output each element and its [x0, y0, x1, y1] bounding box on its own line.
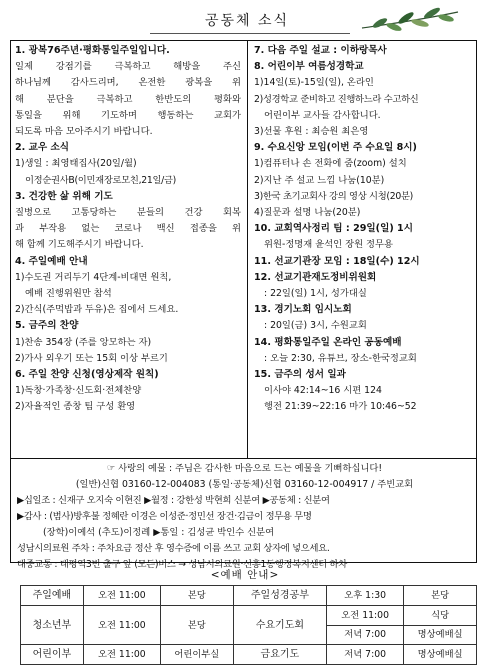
service-table: [20, 585, 477, 665]
news-item-line: 1)생일 : 최영태집사(20일/월): [15, 158, 137, 170]
service-place: 명상예배실: [404, 645, 477, 665]
news-item-line: 2)성경학교 준비하고 진행하느라 수고하신: [254, 93, 419, 105]
service-place: 어린이부실: [160, 645, 233, 665]
leaf-branch-icon: [360, 6, 460, 34]
offering-info: [10, 459, 477, 570]
news-box: [10, 40, 477, 459]
news-item-line: 과 부작용 없는 코로나 백신 접종을 위: [15, 223, 241, 235]
news-item-line: 위원-정명재 윤석인 장원 정무용: [264, 239, 393, 251]
service-place: 식당: [404, 605, 477, 625]
news-item-heading: 6. 주일 찬양 신청(영상제작 원칙): [15, 369, 159, 381]
bank-accounts: (일반)신협 03160-12-004083 (통일·공동체)신협 03160-12-004917 / 주빈교회: [75, 479, 414, 490]
news-item-heading: 4. 주일예배 안내: [15, 255, 88, 267]
news-item-heading: 12. 선교기관재도정비위원회: [254, 271, 377, 283]
service-time: 오전 11:00: [83, 586, 160, 606]
news-item-heading: 3. 건강한 삶 위해 기도: [15, 190, 113, 202]
offering-tithe: ▶십일조 : 신재구 오지숙 이현진 ▶월정 : 강한성 박현희 신분여 ▶공동체 : 신분여: [17, 495, 330, 506]
news-item-heading: 15. 금주의 성서 일과: [254, 369, 346, 381]
news-item-line: 1)찬송 354장 (주를 앙모하는 자): [15, 336, 152, 348]
news-item-heading: 7. 다음 주일 설교 : 이하랑목사: [254, 45, 387, 56]
header: [0, 0, 487, 40]
news-item-line: 해 함께 기도해주시기 바랍니다.: [15, 239, 144, 251]
offering-heading: ☞ 사랑의 예물 : 주님은 감사한 마음으로 드는 예물을 기뻐하십니다!: [106, 463, 383, 474]
news-item-line: 1)독창·가족창·신도회·전체찬양: [15, 385, 142, 397]
news-item-line: 행전 21:39~22:16 마가 10:46~52: [264, 401, 417, 413]
service-time: 오전 11:00: [83, 605, 160, 645]
news-item-line: : 오늘 2:30, 유튜브, 장소-한국정교회: [264, 352, 417, 364]
parking-info: 성남시의료원 주차 : 주차요금 정산 후 영수증에 이름 쓰고 교회 상자에 넣으세요.: [17, 543, 330, 554]
news-item-line: 4)질문과 설명 나눔(20분): [254, 207, 361, 219]
title-underline: [150, 33, 350, 34]
table-row: [21, 605, 477, 625]
news-left-column: [11, 41, 248, 458]
news-right-column: [248, 41, 476, 458]
service-time: 오전 11:00: [83, 645, 160, 665]
service-name: 주일성경공부: [233, 586, 326, 606]
service-name: 금요기도: [233, 645, 326, 665]
news-item-line: 예배 진행위원만 참석: [25, 288, 112, 300]
news-item-line: 1)컴퓨터나 손 전화에 줌(zoom) 설치: [254, 158, 407, 170]
news-item-line: 2)간식(주먹밥과 두유)은 집에서 드세요.: [15, 304, 179, 316]
news-item-heading: 1. 광복76주년·평화통일주일입니다.: [15, 45, 170, 56]
service-time: 오전 11:00: [327, 605, 404, 625]
news-item-heading: 8. 어린이부 여름성경학교: [254, 61, 364, 73]
news-item-line: 통일을 위해 기도하며 행동하는 교회가: [15, 109, 241, 121]
table-row: [21, 586, 477, 606]
service-place: 본당: [404, 586, 477, 606]
news-item-line: 해 분단을 극복하고 한반도의 평화와: [15, 93, 241, 105]
news-item-line: 3)한국 초기교회사 강의 영상 시청(20분): [254, 190, 413, 202]
news-item-line: 2)지난 주 설교 느낌 나눔(10분): [254, 174, 385, 186]
service-time: 저녁 7:00: [327, 645, 404, 665]
news-item-line: 되도록 마음 모아주시기 바랍니다.: [15, 126, 153, 138]
news-item-line: 2)자율적인 종창 팀 구성 환영: [15, 401, 136, 413]
news-item-heading: 5. 금주의 찬양: [15, 320, 79, 332]
news-item-heading: 9. 수요신앙 모임(이번 주 수요일 8시): [254, 142, 417, 154]
service-time: 저녁 7:00: [327, 625, 404, 645]
news-item-line: 1)14일(토)-15일(일), 온라인: [254, 77, 374, 89]
services-title: <예배 안내>: [210, 569, 280, 581]
news-item-line: 하나님께 감사드리며, 온전한 광복을 위: [15, 77, 241, 89]
news-item-heading: 13. 경기노회 임시노회: [254, 304, 352, 316]
news-item-line: : 22일(일) 1시, 성가대실: [264, 288, 367, 300]
news-item-line: : 20일(금) 3시, 수원교회: [264, 320, 367, 332]
news-item-heading: 10. 교회역사정리 팀 : 29일(일) 1시: [254, 223, 414, 235]
news-item-heading: 2. 교우 소식: [15, 142, 70, 154]
news-item-heading: 14. 평화통일주일 온라인 공동예배: [254, 336, 402, 348]
news-item-line: 3)선물 후원 : 최승원 최은영: [254, 126, 369, 138]
news-item-line: 이사야 42:14~16 시편 124: [264, 385, 382, 397]
service-name: 수요기도회: [233, 605, 326, 645]
offering-scholarship: (장학)이예석 (추도)이정례 ▶통일 : 김성균 박인수 신분여: [43, 527, 275, 538]
news-item-line: 1)수도권 거리두기 4단계-비대면 원칙,: [15, 271, 172, 283]
offering-thanks: ▶감사 : (범사)방후불 정혜란 이경은 이성준·정민선 장건·김금이 정무용 무명: [17, 511, 312, 522]
service-name: 어린이부: [21, 645, 84, 665]
service-name: 주일예배: [21, 586, 84, 606]
service-place: 명상예배실: [404, 625, 477, 645]
news-item-heading: 11. 선교기관장 모임 : 18일(수) 12시: [254, 255, 420, 267]
news-item-line: 2)가사 외우기 또는 15회 이상 부르기: [15, 352, 168, 364]
page-title: 공동체 소식: [205, 13, 290, 29]
service-place: 본당: [160, 605, 233, 645]
news-item-line: 이정순권사B(이민재장로모친,21일/금): [25, 174, 176, 186]
service-name: 청소년부: [21, 605, 84, 645]
news-item-line: 어린이부 교사들 감사합니다.: [264, 109, 381, 121]
news-item-line: 질병으로 고통당하는 분들의 건강 회복: [15, 207, 241, 219]
service-time: 오후 1:30: [327, 586, 404, 606]
service-place: 본당: [160, 586, 233, 606]
news-item-line: 일제 강점기를 극복하고 해방을 주신: [15, 61, 241, 73]
transit-info: 대중교통 : 태평역3번 출구 앞 (모든)버스 → 성남시의료원·신흥1동행정복지센터 하차: [17, 559, 347, 570]
table-row: [21, 645, 477, 665]
